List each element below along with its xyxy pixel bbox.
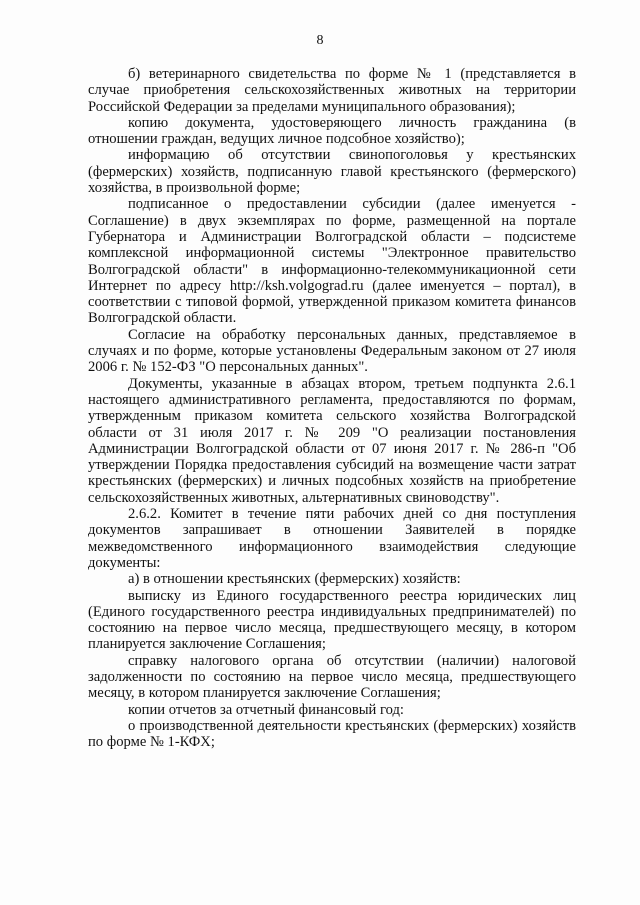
paragraph-section-2-6-2: 2.6.2. Комитет в течение пяти рабочих дней со дня поступления документов запрашивает в отношении Заявителей в порядке межведомственного информационного взаимодействия следующие документы:: [88, 506, 576, 571]
paragraph-subsidy-agreement: подписанное о предоставлении субсидии (далее именуется - Соглашение) в двух экземплярах по форме, размещенной на портале Губернатора и Администрации Волгоградской области – подсистеме комплексной информационной системы "Электронное правительство Волгоградской области" в информационно-телекоммуникационной сети Интернет по адресу http://ksh.volgograd.ru (далее именуется – портал), в соответствии с типовой формой, утвержденной приказом комитета финансов Волгоградской области.: [88, 196, 576, 327]
paragraph-farm-households: а) в отношении крестьянских (фермерских) хозяйств:: [128, 571, 461, 588]
paragraph-tax-certificate: справку налогового органа об отсутствии (наличии) налоговой задолженности по состоянию на первое число месяца, предшествующего месяцу, в котором планируется заключение Соглашения;: [88, 652, 576, 702]
paragraph-report-copies: копии отчетов за отчетный финансовый год:: [128, 701, 404, 718]
paragraph-registry-extract: выписку из Единого государственного реестра юридических лиц (Единого государственного реестра индивидуальных предпринимателей) по состоянию на первое число месяца, предшествующего месяцу, в котором планируется заключение Соглашения;: [88, 587, 576, 653]
paragraph-pig-absence-info: информацию об отсутствии свинопоголовья у крестьянских (фермерских) хозяйств, подписанную главой крестьянского (фермерского) хозяйства, в произвольной форме;: [88, 147, 576, 197]
paragraph-identity-document: копию документа, удостоверяющего личность гражданина (в отношении граждан, ведущих личное подсобное хозяйство);: [88, 114, 576, 148]
document-body: [88, 66, 576, 750]
paragraph-personal-data-consent: Согласие на обработку персональных данных, представляемое в случаях и по форме, которые установлены Федеральным законом от 27 июля 2006 г. № 152-ФЗ "О персональных данных".: [88, 326, 576, 376]
paragraph-document-forms: Документы, указанные в абзацах втором, третьем подпункта 2.6.1 настоящего административного регламента, предоставляются по формам, утвержденным приказом комитета сельского хозяйства Волгоградской области от 31 июля 2017 г. № 209 "О реализации постановления Администрации Волгоградской области от 07 июня 2017 г. № 286-п "Об утверждении Порядка предоставления субсидий на возмещение части затрат крестьянских (фермерских) и личных подсобных хозяйств на приобретение сельскохозяйственных животных, альтернативных свиноводству".: [88, 375, 576, 506]
paragraph-veterinary-certificate: б) ветеринарного свидетельства по форме № 1 (представляется в случае приобретения сельскохозяйственных животных на территории Российской Федерации за пределами муниципального образования);: [88, 66, 576, 115]
page-number: 8: [316, 33, 324, 48]
paragraph-production-activity: о производственной деятельности крестьянских (фермерских) хозяйств по форме № 1-КФХ;: [88, 717, 576, 751]
